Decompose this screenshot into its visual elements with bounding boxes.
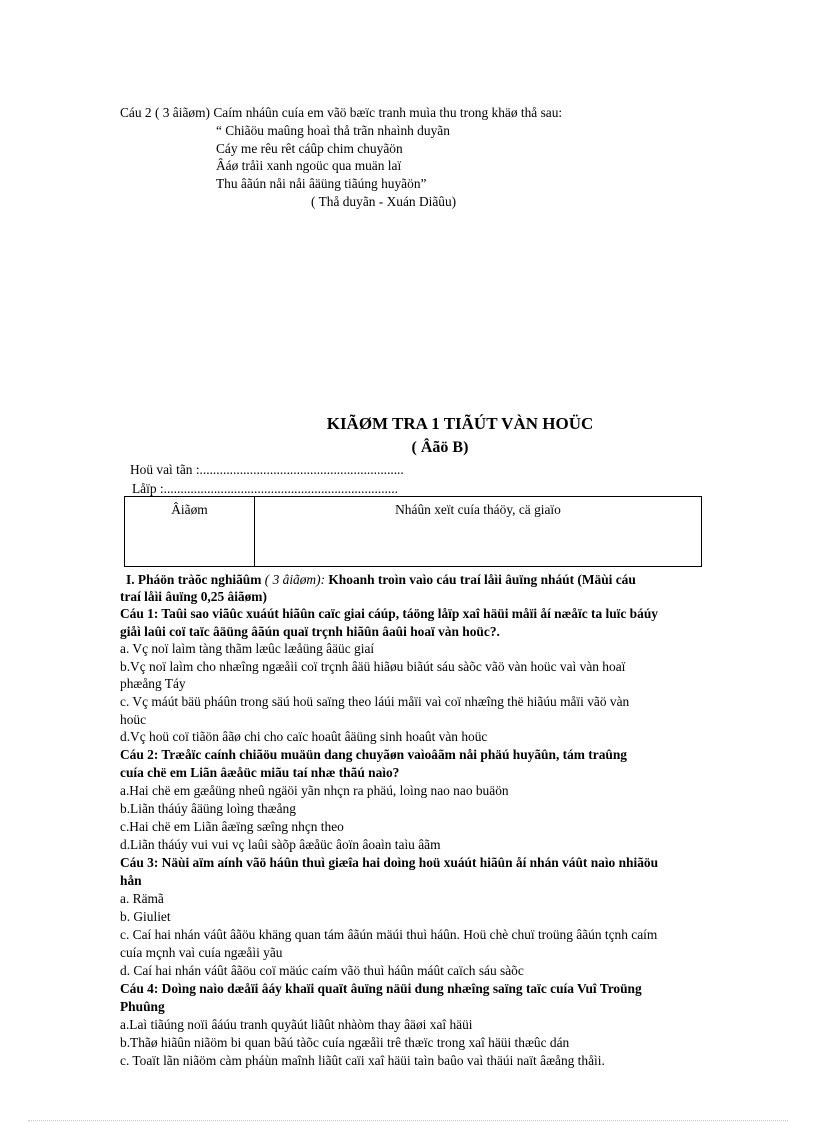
q1-option-c[interactable]: c. Vç máút bäü pháûn trong säú hoü saïng theo láúi måïi vaì coï nhæîng thë hiãúu måïi vãö vàn — [120, 694, 630, 709]
question-4-line-2: Phuûng — [120, 999, 165, 1014]
q2-option-b[interactable]: b.Liãn tháúy âäüng loìng thæång — [120, 801, 296, 816]
score-column-header: Âiãøm — [125, 497, 255, 567]
q3-option-d[interactable]: d. Caí hai nhán váût âãöu coï mäúc caím vãö thuì háûn máût caïch sáu sàõc — [120, 963, 524, 978]
question-1-line-1: Cáu 1: Taûi sao viãûc xuáút hiãûn caïc giai cáúp, táöng låïp xaî häüi måïi åí næåïc ta luïc báúy — [120, 606, 658, 621]
q2-option-c[interactable]: c.Hai chë em Liãn âæïng sæîng nhçn theo — [120, 819, 344, 834]
q4-option-a[interactable]: a.Laì tiãúng noïi âáúu tranh quyãút liãût nhàòm thay âäøi xaî häüi — [120, 1017, 473, 1032]
q1-option-c-cont: hoüc — [120, 712, 147, 727]
section-1-points: ( 3 âiãøm): — [264, 572, 326, 587]
question-4-line-1: Cáu 4: Doìng naìo dæåïi âáy khaïi quaït âuïng näüi dung nhæîng saïng taïc cuía Vuî Troüng — [120, 981, 642, 996]
question-2-line-1: Cáu 2: Træåïc caính chiãöu muäün dang chuyãøn vaìoâãm nåi phäú huyãûn, tám traûng — [120, 747, 627, 762]
page-bottom-divider — [28, 1120, 788, 1121]
q1-option-a[interactable]: a. Vç noï laìm tàng thãm læûc læåüng âäüc giaí — [120, 641, 375, 656]
section-1-heading — [126, 571, 636, 589]
q1-option-d[interactable]: d.Vç hoü coï tiãön âãø chi cho caïc hoaût âäüng sinh hoaût vàn hoüc — [120, 729, 488, 744]
q3-option-b[interactable]: b. Giuliet — [120, 909, 171, 924]
poem-line-2: Cáy me rêu rêt cáûp chim chuyãön — [216, 141, 403, 156]
q2-option-a[interactable]: a.Hai chë em gæåüng nheû ngäöi yãn nhçn ra phäú, loìng nao nao buäön — [120, 783, 509, 798]
teacher-comment-header: Nháûn xeït cuía tháöy, cä giaïo — [255, 497, 702, 567]
question-1-line-2: giåì laûi coï taïc âäüng âãún quaï trçnh hiãûn âaûi hoaï vàn hoüc?. — [120, 624, 500, 639]
q3-option-a[interactable]: a. Rämã — [120, 891, 164, 906]
poem-line-3: Âáø tråìi xanh ngoüc qua muän laï — [216, 158, 402, 173]
score-table — [124, 496, 702, 567]
question-2-prompt: Cáu 2 ( 3 âiãøm) Caím nháûn cuía em vãö bæïc tranh muìa thu trong khäø thå sau: — [120, 105, 563, 120]
poem-line-1: “ Chiãöu maûng hoaì thå trãn nhaình duyãn — [216, 123, 450, 138]
poem-line-4: Thu âãún nåi nåi âäüng tiãúng huyãön” — [216, 176, 427, 191]
section-1-instruction-cont: traí låìi âuïng 0,25 âiãøm) — [120, 589, 267, 604]
section-1-title: I. Pháön tràõc nghiãûm — [126, 572, 262, 587]
q4-option-c[interactable]: c. Toaït lãn niãöm càm pháùn maînh liãût caïi xaî häüi taìn baûo vaì thäúi naït âæång thåìi. — [120, 1053, 605, 1068]
section-1-instruction: Khoanh troìn vaìo cáu traí låìi âuïng nháút (Mäùi cáu — [328, 572, 636, 587]
q4-option-b[interactable]: b.Thãø hiãûn niãöm bi quan bãú tàõc cuía ngæåìi trê thæïc trong xaî häüi thæûc dán — [120, 1035, 570, 1050]
q2-option-d[interactable]: d.Liãn tháúy vui vui vç laûi sàõp âæåüc âoïn âoaìn taìu âãm — [120, 837, 441, 852]
q1-option-b[interactable]: b.Vç noï laìm cho nhæîng ngæåìi coï trçnh âäü hiãøu biãút sáu sàõc vãö vàn hoüc vaì vàn hoaï — [120, 659, 626, 674]
exam-subtitle: ( Âãö B) — [411, 439, 469, 456]
exam-title: KIÃØM TRA 1 TIÃÚT VÀN HOÜC — [326, 414, 594, 433]
poem-source: ( Thå duyãn - Xuán Diãûu) — [311, 194, 457, 209]
q1-option-b-cont: phæång Táy — [120, 676, 186, 691]
q3-option-c-cont: cuía mçnh vaì cuía ngæåìi yãu — [120, 945, 283, 960]
question-3-line-2: hån — [120, 873, 142, 888]
class-field-line[interactable]: Låïp :...................................................................... — [132, 481, 398, 496]
q3-option-c[interactable]: c. Caí hai nhán váût âãöu khäng quan tám âãún mäúi thuì háûn. Hoü chè chuï troüng âãún tçnh caím — [120, 927, 658, 942]
question-3-line-1: Cáu 3: Näùi aïm aính vãö háûn thuì giæîa hai doìng hoü xuáút hiãûn åí nhán váût naìo nhiãöu — [120, 855, 659, 870]
question-2-line-2: cuía chë em Liãn âæåüc miãu taí nhæ thãú naìo? — [120, 765, 400, 780]
name-field-line[interactable]: Hoü vaì tãn :............................................................. — [130, 462, 404, 477]
